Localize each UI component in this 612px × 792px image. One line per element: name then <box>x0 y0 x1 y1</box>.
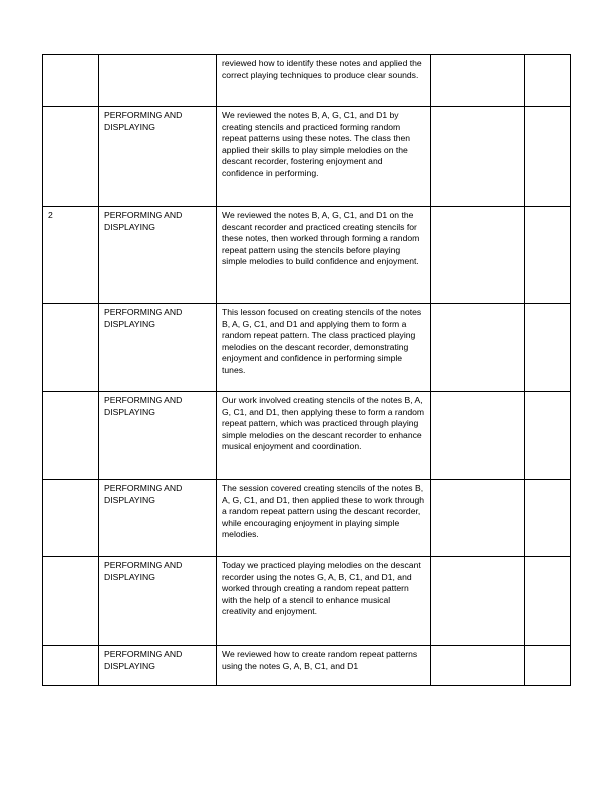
strand-cell: PERFORMING AND DISPLAYING <box>99 480 217 557</box>
description-cell: We reviewed how to create random repeat patterns using the notes G, A, B, C1, and D1 <box>217 646 431 686</box>
strand-cell <box>99 55 217 107</box>
lesson-log-table <box>42 54 571 686</box>
empty-cell <box>525 557 571 646</box>
empty-cell <box>431 55 525 107</box>
description-cell: We reviewed the notes B, A, G, C1, and D1 by creating stencils and practiced forming random repeat patterns using these notes. The class then applied their skills to play simple melodies on the descant recorder, fostering enjoyment and confidence in performing. <box>217 107 431 207</box>
empty-cell <box>431 480 525 557</box>
empty-cell <box>431 557 525 646</box>
table-row <box>43 107 571 207</box>
empty-cell <box>431 392 525 480</box>
table-row <box>43 392 571 480</box>
strand-cell: PERFORMING AND DISPLAYING <box>99 207 217 304</box>
description-cell: Our work involved creating stencils of the notes B, A, G, C1, and D1, then applying these to form a random repeat pattern, which was practiced through playing simple melodies on the descant recorder to enhance musical enjoyment and coordination. <box>217 392 431 480</box>
strand-cell: PERFORMING AND DISPLAYING <box>99 392 217 480</box>
empty-cell <box>525 207 571 304</box>
description-cell: The session covered creating stencils of the notes B, A, G, C1, and D1, then applied these to work through a random repeat pattern using the descant recorder, while encouraging enjoyment in playing simple melodies. <box>217 480 431 557</box>
week-cell <box>43 480 99 557</box>
description-cell: We reviewed the notes B, A, G, C1, and D1 on the descant recorder and practiced creating stencils for these notes, then worked through forming a random repeat pattern using the stencils before playing simple melodies to build confidence and enjoyment. <box>217 207 431 304</box>
strand-cell: PERFORMING AND DISPLAYING <box>99 646 217 686</box>
empty-cell <box>431 304 525 392</box>
week-cell: 2 <box>43 207 99 304</box>
empty-cell <box>525 646 571 686</box>
table-row <box>43 480 571 557</box>
empty-cell <box>525 107 571 207</box>
strand-cell: PERFORMING AND DISPLAYING <box>99 557 217 646</box>
week-cell <box>43 55 99 107</box>
empty-cell <box>525 480 571 557</box>
description-cell: This lesson focused on creating stencils of the notes B, A, G, C1, and D1 and applying them to form a random repeat pattern. The class practiced playing melodies on the descant recorder, demonstrating enjoyment and confidence in performing simple tunes. <box>217 304 431 392</box>
empty-cell <box>525 304 571 392</box>
week-cell <box>43 107 99 207</box>
table-row <box>43 557 571 646</box>
empty-cell <box>525 55 571 107</box>
table-row <box>43 55 571 107</box>
empty-cell <box>525 392 571 480</box>
week-cell <box>43 304 99 392</box>
table-row <box>43 646 571 686</box>
empty-cell <box>431 107 525 207</box>
empty-cell <box>431 646 525 686</box>
strand-cell: PERFORMING AND DISPLAYING <box>99 107 217 207</box>
strand-cell: PERFORMING AND DISPLAYING <box>99 304 217 392</box>
week-cell <box>43 392 99 480</box>
table-row <box>43 207 571 304</box>
week-cell <box>43 557 99 646</box>
table-row <box>43 304 571 392</box>
week-cell <box>43 646 99 686</box>
empty-cell <box>431 207 525 304</box>
description-cell: Today we practiced playing melodies on the descant recorder using the notes G, A, B, C1, and D1, and worked through creating a random repeat pattern with the help of a stencil to enhance musical creativity and enjoyment. <box>217 557 431 646</box>
description-cell: reviewed how to identify these notes and applied the correct playing techniques to produce clear sounds. <box>217 55 431 107</box>
